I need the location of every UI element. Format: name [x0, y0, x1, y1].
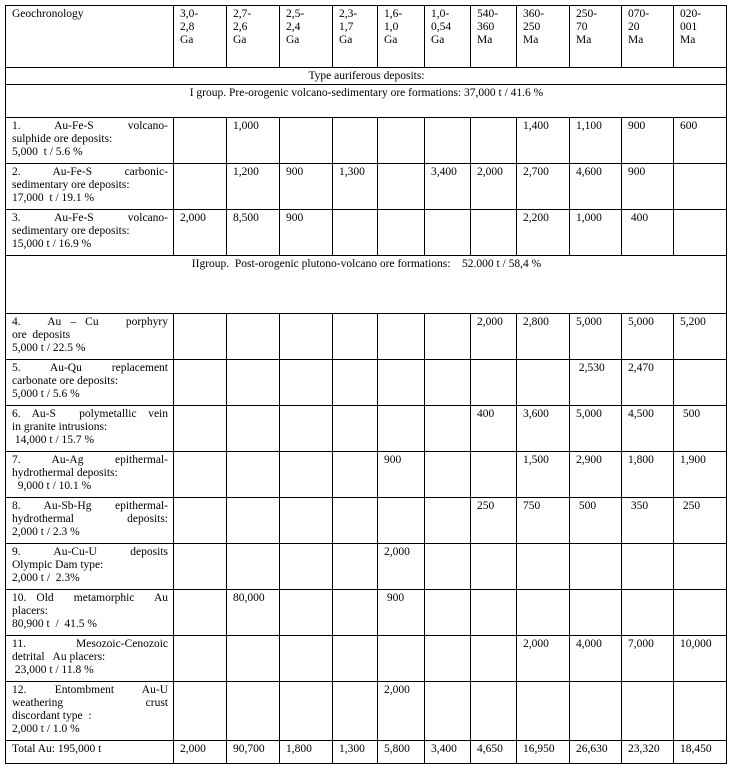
period-header: [333, 6, 378, 68]
tonnage-cell: 250: [471, 498, 517, 544]
total-row: [6, 741, 727, 764]
tonnage-cell: [174, 314, 227, 360]
deposit-type-label: [6, 498, 174, 544]
tonnage-cell: [333, 636, 378, 682]
deposit-label-line: 11. Mesozoic-Cenozoic: [12, 638, 168, 650]
deposit-label-line: sedimentary ore deposits:: [12, 179, 130, 191]
period-header-line: 2,3-: [339, 8, 358, 20]
tonnage-cell: 1,000: [227, 118, 280, 164]
tonnage-cell: [174, 636, 227, 682]
deposit-label-line: 17,000 t / 19.1 %: [12, 192, 95, 204]
tonnage-cell: 4,500: [622, 406, 674, 452]
total-value-cell: 1,300: [333, 741, 378, 764]
tonnage-cell: 2,000: [378, 544, 425, 590]
period-header-line: 2,6: [233, 21, 248, 33]
deposit-type-label: [6, 360, 174, 406]
tonnage-cell: [280, 498, 333, 544]
tonnage-cell: [378, 164, 425, 210]
period-header-line: 540-: [477, 8, 499, 20]
period-header-line: Ga: [431, 34, 445, 46]
tonnage-cell: 900: [378, 452, 425, 498]
tonnage-cell: [174, 590, 227, 636]
deposit-type-label: [6, 210, 174, 256]
tonnage-cell: 2,000: [378, 682, 425, 741]
total-value-cell: 90,700: [227, 741, 280, 764]
deposit-row: [6, 682, 727, 741]
tonnage-cell: [174, 498, 227, 544]
total-value-cell: 4,650: [471, 741, 517, 764]
tonnage-cell: [517, 360, 570, 406]
deposit-label-line: 15,000 t / 16.9 %: [12, 238, 92, 250]
total-value-cell: 16,950: [517, 741, 570, 764]
period-header: [378, 6, 425, 68]
tonnage-cell: [227, 406, 280, 452]
group2-title: IIgroup. Post-orogenic plutono-volcano ore formations: 52.000 t / 58,4 %: [6, 256, 727, 314]
tonnage-cell: 1,200: [227, 164, 280, 210]
total-value-cell: 23,320: [622, 741, 674, 764]
tonnage-cell: [425, 498, 471, 544]
tonnage-cell: [471, 360, 517, 406]
period-header-line: 250: [523, 21, 541, 33]
deposit-label-line: 7. Au-Ag epithermal-: [12, 454, 168, 466]
tonnage-cell: 2,000: [517, 636, 570, 682]
tonnage-cell: 4,000: [570, 636, 622, 682]
tonnage-cell: 400: [471, 406, 517, 452]
tonnage-cell: [227, 498, 280, 544]
tonnage-cell: [280, 406, 333, 452]
total-value-cell: 1,800: [280, 741, 333, 764]
tonnage-cell: [280, 118, 333, 164]
tonnage-cell: 3,600: [517, 406, 570, 452]
tonnage-cell: 250: [674, 498, 727, 544]
period-header-line: 3,0-: [180, 8, 199, 20]
period-header-line: 001: [680, 21, 698, 33]
tonnage-cell: [227, 544, 280, 590]
tonnage-cell: [517, 590, 570, 636]
deposit-row: [6, 452, 727, 498]
tonnage-cell: 750: [517, 498, 570, 544]
deposit-label-line: ore deposits: [12, 329, 71, 341]
tonnage-cell: [280, 682, 333, 741]
period-header-line: 20: [628, 21, 640, 33]
deposit-label-line: 2,000 t / 2.3 %: [12, 526, 80, 538]
deposit-label-line: hydrothermal deposits:: [12, 467, 118, 479]
tonnage-cell: [280, 360, 333, 406]
total-value-cell: 18,450: [674, 741, 727, 764]
deposit-type-label: [6, 164, 174, 210]
tonnage-cell: 1,100: [570, 118, 622, 164]
period-header: [471, 6, 517, 68]
deposit-row: [6, 590, 727, 636]
deposit-label-line: in granite intrusions:: [12, 421, 108, 433]
tonnage-cell: [570, 590, 622, 636]
period-header-line: 2,5-: [286, 8, 305, 20]
geochronology-header: Geochronology: [6, 6, 174, 68]
deposit-row: [6, 164, 727, 210]
tonnage-cell: [227, 314, 280, 360]
period-header-line: Ma: [680, 34, 696, 46]
period-header-line: 2,7-: [233, 8, 252, 20]
period-header-line: 250-: [576, 8, 598, 20]
period-header-line: Ma: [576, 34, 592, 46]
tonnage-cell: 2,200: [517, 210, 570, 256]
tonnage-cell: [378, 210, 425, 256]
period-header: [425, 6, 471, 68]
period-header-line: 70: [576, 21, 588, 33]
tonnage-cell: [333, 498, 378, 544]
deposit-label-line: 1. Au-Fe-S volcano-: [12, 120, 168, 132]
deposit-label-line: 5. Au-Qu replacement: [12, 362, 168, 374]
deposit-label-line: placers:: [12, 605, 48, 617]
tonnage-cell: [378, 406, 425, 452]
tonnage-cell: [674, 682, 727, 741]
period-header-line: 2,4: [286, 21, 301, 33]
deposit-label-line: carbonate ore deposits:: [12, 375, 119, 387]
tonnage-cell: 500: [570, 498, 622, 544]
type-title-row: [6, 68, 727, 85]
tonnage-cell: [378, 118, 425, 164]
tonnage-cell: 3,400: [425, 164, 471, 210]
period-header-line: 0,54: [431, 21, 452, 33]
tonnage-cell: 1,400: [517, 118, 570, 164]
tonnage-cell: [378, 360, 425, 406]
tonnage-cell: [622, 682, 674, 741]
header-row: [6, 6, 727, 68]
tonnage-cell: 600: [674, 118, 727, 164]
tonnage-cell: [280, 636, 333, 682]
tonnage-cell: [174, 164, 227, 210]
tonnage-cell: [333, 314, 378, 360]
deposit-type-label: [6, 682, 174, 741]
tonnage-cell: [674, 590, 727, 636]
deposit-type-label: [6, 636, 174, 682]
tonnage-cell: [471, 118, 517, 164]
deposit-row: [6, 498, 727, 544]
tonnage-cell: 350: [622, 498, 674, 544]
deposit-type-label: [6, 544, 174, 590]
tonnage-cell: [227, 452, 280, 498]
period-header-line: 1,7: [339, 21, 354, 33]
tonnage-cell: [378, 498, 425, 544]
tonnage-cell: 900: [280, 164, 333, 210]
deposit-row: [6, 210, 727, 256]
deposit-label-line: 2,000 t / 2.3%: [12, 572, 80, 584]
tonnage-cell: 10,000: [674, 636, 727, 682]
deposit-label-line: 5,000 t / 5.6 %: [12, 146, 83, 158]
deposit-label-line: 80,900 t / 41.5 %: [12, 618, 97, 630]
tonnage-cell: 900: [280, 210, 333, 256]
deposit-row: [6, 406, 727, 452]
tonnage-cell: [174, 406, 227, 452]
tonnage-cell: [333, 452, 378, 498]
tonnage-cell: 900: [378, 590, 425, 636]
deposit-label-line: weathering crust: [12, 697, 168, 709]
deposit-type-label: [6, 452, 174, 498]
period-header: [174, 6, 227, 68]
deposit-label-line: sedimentary ore deposits:: [12, 225, 130, 237]
deposit-label-line: detrital Au placers:: [12, 651, 106, 663]
tonnage-cell: 1,900: [674, 452, 727, 498]
deposit-type-label: [6, 118, 174, 164]
period-header-line: Ga: [233, 34, 247, 46]
deposit-label-line: 2. Au-Fe-S carbonic-: [12, 166, 168, 178]
period-header-line: 1,0: [384, 21, 399, 33]
tonnage-cell: [333, 590, 378, 636]
period-header-line: Ma: [628, 34, 644, 46]
deposit-type-label: [6, 314, 174, 360]
deposit-label-line: 12. Entombment Au-U: [12, 684, 168, 696]
tonnage-cell: [471, 544, 517, 590]
period-header-line: 360: [477, 21, 495, 33]
tonnage-cell: 8,500: [227, 210, 280, 256]
period-header: [517, 6, 570, 68]
tonnage-cell: 80,000: [227, 590, 280, 636]
tonnage-cell: 900: [622, 164, 674, 210]
tonnage-cell: [517, 682, 570, 741]
tonnage-cell: [674, 360, 727, 406]
deposit-label-line: 6. Au-S polymetallic vein: [12, 408, 168, 420]
tonnage-cell: 2,900: [570, 452, 622, 498]
tonnage-cell: 500: [674, 406, 727, 452]
total-value-cell: 5,800: [378, 741, 425, 764]
deposit-label-line: 5,000 t / 5.6 %: [12, 388, 80, 400]
period-header-line: 360-: [523, 8, 545, 20]
period-header: [674, 6, 727, 68]
deposit-type-label: [6, 406, 174, 452]
period-header: [570, 6, 622, 68]
tonnage-cell: 5,000: [570, 314, 622, 360]
tonnage-cell: [471, 210, 517, 256]
tonnage-cell: [174, 452, 227, 498]
tonnage-cell: [425, 544, 471, 590]
tonnage-cell: [378, 314, 425, 360]
tonnage-cell: [425, 452, 471, 498]
period-header-line: Ma: [477, 34, 493, 46]
gold-deposits-geochronology-table: [5, 5, 727, 764]
tonnage-cell: 2,800: [517, 314, 570, 360]
deposit-row: [6, 118, 727, 164]
tonnage-cell: [425, 314, 471, 360]
tonnage-cell: [471, 452, 517, 498]
period-header-line: Ga: [286, 34, 300, 46]
period-header-line: 1,6-: [384, 8, 403, 20]
total-value-cell: 2,000: [174, 741, 227, 764]
tonnage-cell: [517, 544, 570, 590]
tonnage-cell: [227, 636, 280, 682]
period-header-line: 070-: [628, 8, 650, 20]
period-header-line: 2,8: [180, 21, 195, 33]
deposit-row: [6, 636, 727, 682]
deposit-label-line: 3. Au-Fe-S volcano-: [12, 212, 168, 224]
period-header-line: 020-: [680, 8, 702, 20]
tonnage-cell: 400: [622, 210, 674, 256]
deposit-label-line: 8. Au-Sb-Hg epithermal-: [12, 500, 168, 512]
tonnage-cell: [570, 682, 622, 741]
tonnage-cell: 4,600: [570, 164, 622, 210]
tonnage-cell: 1,300: [333, 164, 378, 210]
tonnage-cell: 1,000: [570, 210, 622, 256]
deposit-label-line: 2,000 t / 1.0 %: [12, 723, 80, 735]
tonnage-cell: [425, 118, 471, 164]
tonnage-cell: 5,000: [622, 314, 674, 360]
tonnage-cell: [280, 544, 333, 590]
period-header-line: Ga: [339, 34, 353, 46]
tonnage-cell: [471, 636, 517, 682]
tonnage-cell: [227, 682, 280, 741]
deposit-type-label: [6, 590, 174, 636]
period-header: [227, 6, 280, 68]
tonnage-cell: [174, 682, 227, 741]
group1-title: I group. Pre-orogenic volcano-sedimentary ore formations: 37,000 t / 41.6 %: [6, 85, 727, 118]
tonnage-cell: 7,000: [622, 636, 674, 682]
tonnage-cell: 2,000: [471, 164, 517, 210]
total-label: Total Au: 195,000 t: [6, 741, 174, 764]
deposit-row: [6, 360, 727, 406]
period-header-line: Ga: [384, 34, 398, 46]
deposit-label-line: hydrothermal deposits:: [12, 513, 168, 525]
tonnage-cell: [378, 636, 425, 682]
tonnage-cell: [280, 590, 333, 636]
period-header-line: 1,0-: [431, 8, 450, 20]
deposit-label-line: Olympic Dam type:: [12, 559, 104, 571]
type-title: Type auriferous deposits:: [6, 68, 727, 85]
deposit-label-line: 9. Au-Cu-U deposits: [12, 546, 168, 558]
tonnage-cell: [280, 452, 333, 498]
deposit-row: [6, 314, 727, 360]
tonnage-cell: [333, 406, 378, 452]
period-header: [622, 6, 674, 68]
total-value-cell: 3,400: [425, 741, 471, 764]
tonnage-cell: [622, 590, 674, 636]
tonnage-cell: [333, 682, 378, 741]
group1-title-row: [6, 85, 727, 118]
period-header: [280, 6, 333, 68]
tonnage-cell: [471, 590, 517, 636]
tonnage-cell: 5,000: [570, 406, 622, 452]
period-header-line: Ma: [523, 34, 539, 46]
tonnage-cell: [280, 314, 333, 360]
tonnage-cell: 1,500: [517, 452, 570, 498]
deposit-label-line: 10. Old metamorphic Au: [12, 592, 168, 604]
deposit-label-line: 14,000 t / 15.7 %: [12, 434, 95, 446]
deposit-label-line: sulphide ore deposits:: [12, 133, 113, 145]
tonnage-cell: [174, 360, 227, 406]
tonnage-cell: 900: [622, 118, 674, 164]
tonnage-cell: 5,200: [674, 314, 727, 360]
tonnage-cell: [174, 544, 227, 590]
group2-title-row: [6, 256, 727, 314]
tonnage-cell: [570, 544, 622, 590]
deposit-row: [6, 544, 727, 590]
tonnage-cell: [425, 636, 471, 682]
tonnage-cell: 1,800: [622, 452, 674, 498]
tonnage-cell: [622, 544, 674, 590]
deposit-label-line: 4. Au – Cu porphyry: [12, 316, 168, 328]
deposit-label-line: 5,000 t / 22.5 %: [12, 342, 86, 354]
tonnage-cell: [333, 210, 378, 256]
tonnage-cell: [333, 360, 378, 406]
tonnage-cell: [425, 682, 471, 741]
tonnage-cell: [227, 360, 280, 406]
tonnage-cell: [471, 682, 517, 741]
tonnage-cell: 2,000: [174, 210, 227, 256]
tonnage-cell: [425, 590, 471, 636]
tonnage-cell: [425, 210, 471, 256]
tonnage-cell: 2,470: [622, 360, 674, 406]
period-header-line: Ga: [180, 34, 194, 46]
tonnage-cell: 2,530: [570, 360, 622, 406]
deposit-label-line: discordant type :: [12, 710, 92, 722]
tonnage-cell: [674, 544, 727, 590]
total-value-cell: 26,630: [570, 741, 622, 764]
tonnage-cell: [425, 406, 471, 452]
deposit-label-line: 23,000 t / 11.8 %: [12, 664, 94, 676]
tonnage-cell: [674, 210, 727, 256]
tonnage-cell: [425, 360, 471, 406]
tonnage-cell: 2,700: [517, 164, 570, 210]
tonnage-cell: [174, 118, 227, 164]
tonnage-cell: 2,000: [471, 314, 517, 360]
deposit-label-line: 9,000 t / 10.1 %: [12, 480, 92, 492]
tonnage-cell: [674, 164, 727, 210]
tonnage-cell: [333, 118, 378, 164]
tonnage-cell: [333, 544, 378, 590]
